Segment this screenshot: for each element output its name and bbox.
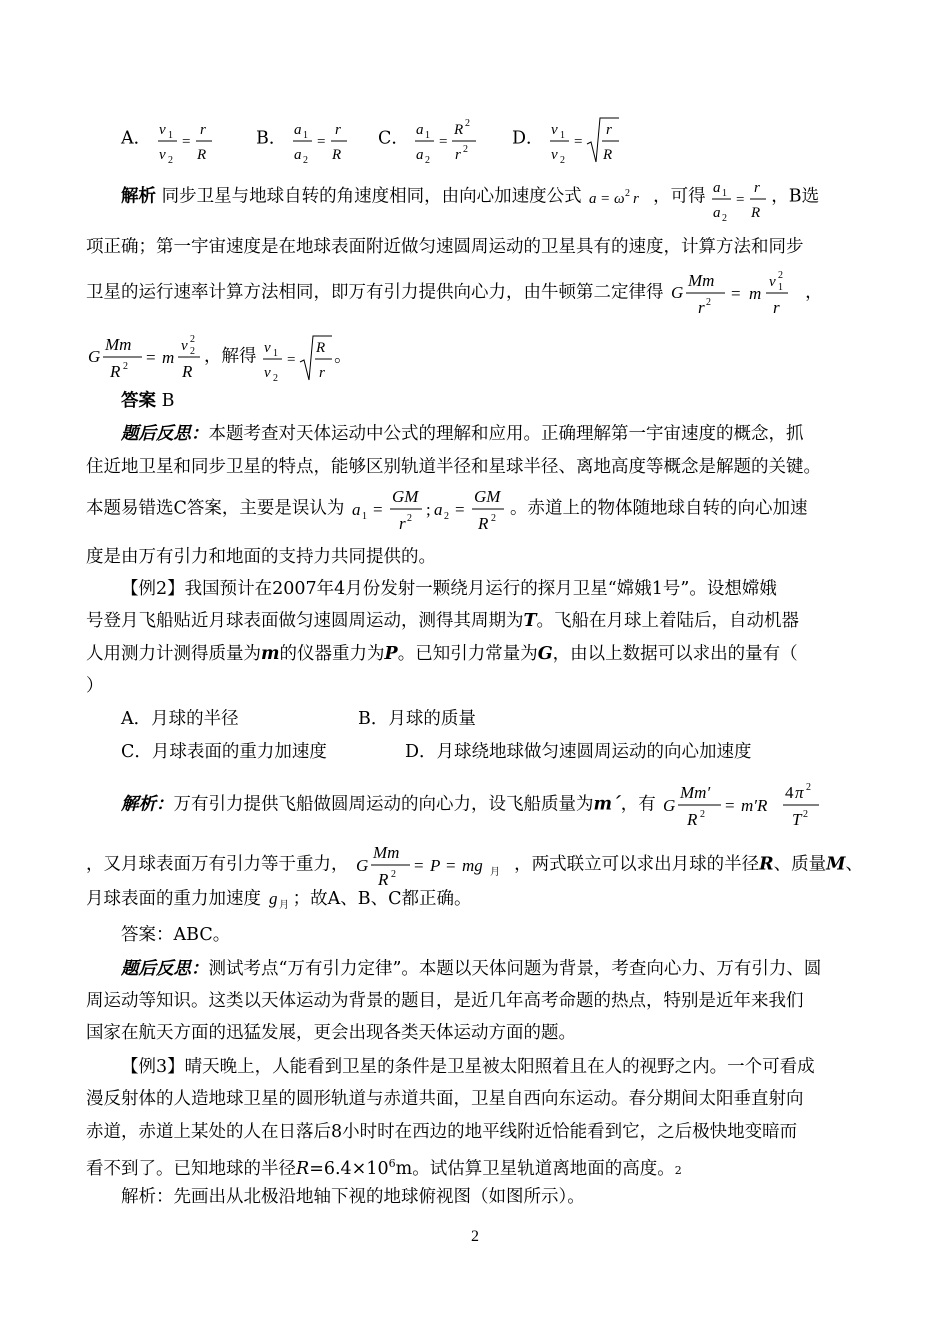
svg-text:r: r: [633, 191, 639, 207]
example2-option-c: C．月球表面的重力加速度: [121, 742, 327, 762]
svg-text:=: =: [414, 856, 424, 875]
solution1-line4: G Mm R 2 = m v 2 2 R ，解得 v 1 v 2 = R r 。: [86, 330, 876, 384]
solution1-line2: 项正确；第一宇宙速度是在地球表面附近做匀速圆周运动的卫星具有的速度，计算方法和同步: [86, 237, 804, 257]
answer2: 答案：ABC。: [121, 925, 231, 945]
svg-text:2: 2: [778, 270, 784, 281]
svg-text:1: 1: [302, 130, 308, 141]
svg-text:G: G: [671, 283, 684, 302]
svg-text:R: R: [603, 147, 613, 163]
svg-text:G: G: [663, 796, 676, 815]
svg-text:a: a: [351, 500, 361, 519]
example2-line3: 人用测力计测得质量为m的仪器重力为P。已知引力常量为G，由以上数据可以求出的量有（: [86, 644, 798, 664]
svg-text:π: π: [795, 783, 804, 802]
svg-text:1: 1: [560, 130, 566, 141]
svg-text:v: v: [769, 274, 776, 290]
svg-text:G: G: [356, 856, 369, 875]
svg-text:=: =: [725, 796, 735, 815]
svg-text:=: =: [446, 856, 456, 875]
example2-line4: ）: [86, 676, 104, 696]
svg-text:=: =: [439, 134, 448, 150]
svg-text:Mm: Mm: [373, 843, 400, 862]
svg-text:r: r: [334, 122, 341, 138]
svg-text:R: R: [751, 205, 761, 221]
solution1-line1: 解析 同步卫星与地球自转的角速度相同，由向心加速度公式 a = ω 2 r ，可得 a 1 a 2 = r R ，B选: [121, 172, 876, 222]
svg-text:2: 2: [463, 144, 469, 155]
svg-text:r: r: [319, 365, 325, 381]
svg-text:Mm: Mm: [105, 335, 132, 354]
svg-text:=: =: [146, 348, 156, 367]
svg-text:2: 2: [560, 155, 566, 164]
svg-text:2: 2: [190, 346, 195, 357]
svg-text:1: 1: [361, 511, 367, 522]
svg-text:m: m: [749, 284, 762, 303]
svg-text:r: r: [698, 298, 705, 317]
svg-text:1: 1: [167, 130, 173, 141]
formula-acc-ratio: [711, 172, 771, 222]
formula-surface-gravity: [354, 838, 514, 892]
svg-text:GM: GM: [473, 487, 501, 506]
svg-text:R: R: [454, 122, 464, 138]
solution2-line1: 解析：万有引力提供飞船做圆周运动的向心力，设飞船质量为m´，有 G Mm′ R 2 = m′R 4 π 2 T 2: [121, 778, 876, 832]
formula-velocity-ratio: [262, 330, 334, 384]
svg-text:v: v: [264, 365, 271, 381]
svg-text:m: m: [162, 348, 175, 367]
option-d: D． v 1 v 2 = r R: [512, 114, 621, 164]
svg-text:=: =: [731, 284, 741, 303]
example3-line1: 【例3】晴天晚上，人能看到卫星的条件是卫星被太阳照着且在人的视野之内。一个可看成: [121, 1057, 815, 1077]
svg-text:月: 月: [490, 867, 501, 878]
formula-misconception: [350, 482, 510, 536]
svg-text:=: =: [574, 134, 583, 150]
svg-text:Mm: Mm: [688, 271, 715, 290]
svg-text:v: v: [158, 147, 166, 163]
answer1: 答案 B: [121, 391, 175, 411]
svg-text:2: 2: [190, 334, 195, 345]
example2-option-d: D．月球绕地球做匀速圆周运动的向心加速度: [405, 742, 752, 762]
svg-text:2: 2: [391, 869, 397, 880]
option-c: C． a 1 a 2 = R 2 r 2: [378, 114, 480, 164]
svg-text:ω: ω: [614, 191, 625, 207]
svg-text:v: v: [551, 147, 558, 163]
svg-text:v: v: [158, 122, 166, 138]
svg-text:a: a: [713, 205, 721, 221]
svg-text:=: =: [601, 191, 610, 207]
svg-text:T: T: [792, 810, 802, 829]
svg-text:r: r: [606, 122, 612, 138]
svg-text:2: 2: [806, 782, 812, 793]
svg-text:=: =: [181, 134, 191, 150]
svg-text:2: 2: [803, 809, 809, 820]
svg-text:v: v: [551, 122, 558, 138]
svg-text:2: 2: [700, 809, 706, 820]
svg-text:r: r: [398, 514, 406, 533]
svg-text:2: 2: [465, 118, 471, 129]
formula-newton-synchronous: [669, 266, 805, 320]
example3-line3: 赤道，赤道上某处的人在日落后8小时时在西边的地平线附近恰能看到它，之后极快地变暗而: [86, 1122, 798, 1142]
svg-text:a: a: [416, 147, 424, 163]
svg-text:2: 2: [302, 155, 308, 164]
svg-text:2: 2: [722, 213, 728, 222]
option-b: B． a 1 a 2 = r R: [256, 114, 350, 164]
svg-text:4: 4: [785, 783, 794, 802]
svg-text:a: a: [293, 147, 302, 163]
svg-text:2: 2: [273, 373, 279, 384]
formula-g-moon: [267, 888, 293, 912]
svg-text:;: ;: [425, 500, 431, 519]
svg-text:2: 2: [443, 511, 449, 522]
formula-option-d: [549, 114, 621, 164]
svg-text:1: 1: [778, 282, 784, 293]
formula-centripetal-acc: [587, 186, 653, 208]
example3-line4: 看不到了。已知地球的半径$R=6.4\times 10^6m$。试估算卫星轨道离地面的高度。2: [86, 1157, 682, 1179]
svg-text:1: 1: [425, 130, 431, 141]
svg-text:R: R: [110, 362, 121, 381]
svg-text:2: 2: [406, 513, 412, 524]
svg-text:a: a: [293, 122, 302, 138]
svg-text:P: P: [430, 856, 441, 875]
formula-newton-first-cosmic: [86, 330, 204, 384]
svg-text:GM: GM: [391, 487, 419, 506]
svg-text:r: r: [199, 122, 206, 138]
reflection2-line3: 国家在航天方面的迅猛发展，更会出现各类天体运动方面的题。: [86, 1023, 576, 1043]
svg-text:a: a: [416, 122, 424, 138]
reflection1-line4: 度是由万有引力和地面的支持力共同提供的。: [86, 547, 436, 567]
page-number: 2: [471, 1228, 479, 1245]
example2-option-b: B．月球的质量: [358, 709, 476, 729]
svg-text:g: g: [268, 888, 278, 908]
svg-text:mg: mg: [462, 856, 483, 875]
svg-text:r: r: [455, 147, 462, 163]
svg-text:Mm′: Mm′: [680, 783, 711, 802]
svg-text:2: 2: [625, 188, 631, 199]
svg-text:v: v: [264, 340, 271, 356]
svg-text:=: =: [454, 500, 465, 519]
svg-text:R: R: [182, 362, 193, 381]
reflection2-line1: 题后反思：测试考点“万有引力定律”。本题以天体问题为背景，考查向心力、万有引力、圆: [121, 959, 822, 979]
svg-text:2: 2: [425, 155, 431, 164]
svg-text:R: R: [331, 147, 342, 163]
svg-text:=: =: [372, 500, 383, 519]
formula-option-c: [414, 114, 480, 164]
solution2-line3: 月球表面的重力加速度 g 月 ；故A、B、C都正确。: [86, 888, 472, 911]
svg-text:G: G: [88, 347, 101, 366]
svg-text:2: 2: [706, 297, 712, 308]
svg-text:R: R: [687, 810, 698, 829]
svg-text:月: 月: [278, 899, 289, 911]
svg-text:R: R: [196, 147, 206, 163]
svg-text:r: r: [754, 180, 761, 196]
reflection2-line2: 周运动等知识。这类以天体运动为背景的题目，是近几年高考命题的热点，特别是近年来我们: [86, 991, 804, 1011]
formula-option-a: [157, 114, 215, 164]
svg-text:R: R: [316, 340, 326, 356]
svg-text:a: a: [589, 191, 597, 207]
example3-line2: 漫反射体的人造地球卫星的圆形轨道与赤道共面，卫星自西向东运动。春分期间太阳垂直射向: [86, 1089, 804, 1109]
formula-option-b: [292, 114, 350, 164]
svg-text:R: R: [477, 514, 489, 533]
example2-line2: 号登月飞船贴近月球表面做匀速圆周运动，测得其周期为T。飞船在月球上着陆后，自动机器: [86, 611, 800, 631]
example2-option-a: A．月球的半径: [121, 709, 239, 729]
svg-text:=: =: [316, 134, 326, 150]
svg-text:r: r: [773, 298, 780, 317]
solution1-line3: 卫星的运行速率计算方法相同，即万有引力提供向心力，由牛顿第二定律得 G Mm r 2 = m v 1 2 r ，: [86, 266, 876, 320]
formula-moon-orbit: [661, 778, 827, 832]
reflection1-line2: 住近地卫星和同步卫星的特点，能够区别轨道半径和星球半径、离地高度等概念是解题的关键。: [86, 457, 821, 477]
svg-text:2: 2: [490, 513, 496, 524]
svg-text:a: a: [713, 180, 721, 196]
svg-text:m′R: m′R: [741, 796, 768, 815]
svg-text:1: 1: [722, 188, 728, 199]
svg-text:2: 2: [167, 155, 173, 164]
svg-text:R: R: [378, 870, 389, 889]
svg-text:a: a: [433, 500, 443, 519]
svg-text:v: v: [181, 338, 188, 354]
solution3: 解析：先画出从北极沿地轴下视的地球俯视图（如图所示）。: [121, 1187, 585, 1207]
svg-text:1: 1: [273, 348, 279, 359]
reflection1-line1: 题后反思：本题考查对天体运动中公式的理解和应用。正确理解第一宇宙速度的概念，抓: [121, 424, 804, 444]
example2-line1: 【例2】我国预计在2007年4月份发射一颗绕月运行的探月卫星“嫦娥1号”。设想嫦娥: [121, 579, 777, 599]
solution2-line2: ，又月球表面万有引力等于重力， G Mm R 2 = P = mg 月 ，两式联立可以求出月球的半径R、质量M、: [86, 838, 876, 892]
svg-text:=: =: [287, 352, 296, 368]
option-a: A． v 1 v 2 = r R: [121, 114, 215, 164]
svg-text:=: =: [736, 192, 745, 208]
reflection1-line3: 本题易错选C答案，主要是误认为 a 1 = GM r 2 ; a 2 = GM R 2 。赤道上的物体随地球自转的向心加速: [86, 482, 876, 536]
svg-text:2: 2: [123, 361, 128, 372]
